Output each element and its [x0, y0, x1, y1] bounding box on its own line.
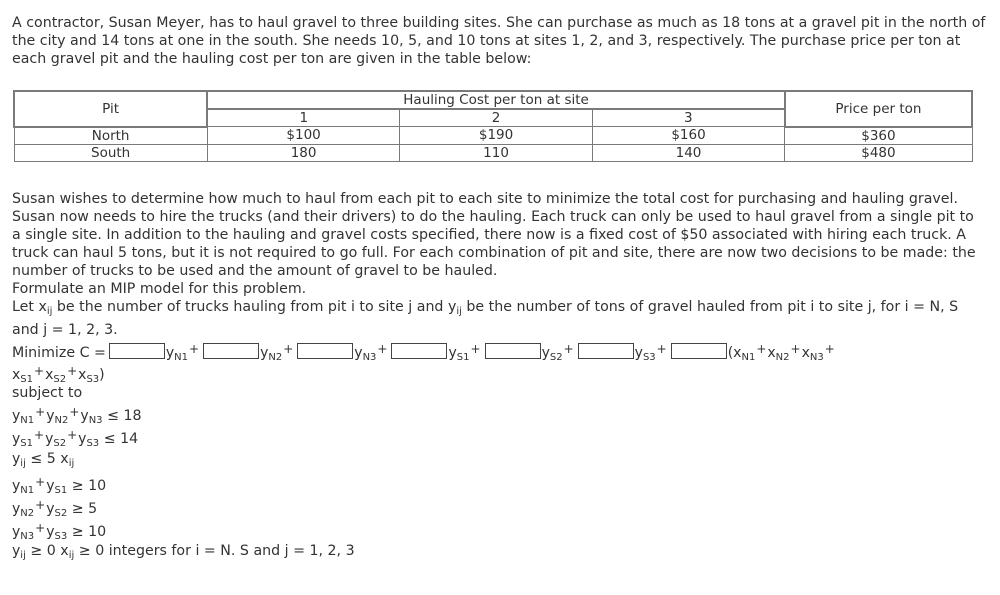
- problem-line: a single site. In addition to the hauling and gravel costs specified, there now is a fixed cost of $50 associated with hiring each truck. A: [12, 227, 967, 243]
- site-header: 3: [592, 109, 785, 127]
- price-cell: $360: [785, 127, 972, 145]
- site-header: 2: [400, 109, 592, 127]
- table-row: [14, 144, 972, 161]
- intro-line: each gravel pit and the hauling cost per ton are given in the table below:: [12, 51, 532, 67]
- coef-input-yN1[interactable]: [109, 343, 165, 359]
- coef-input-yN2[interactable]: [203, 343, 259, 359]
- constraint-site3-demand: $y_{N3}^+y_{S3} \ge 10$: [12, 521, 107, 542]
- constraint-site2-demand: $y_{N2}^+y_{S2} \ge 5$: [12, 498, 98, 519]
- intro-line: A contractor, Susan Meyer, has to haul gravel to three building sites. She can purchase as much as 18 tons at a gravel pit in the north of: [12, 15, 986, 31]
- problem-line: Formulate an MIP model for this problem.: [12, 281, 307, 297]
- constraint-nonnegativity: $y_{ij} \ge 0$ $x_{ij} \ge 0$ integers for i = N. S and j = 1, 2, 3: [12, 543, 355, 561]
- intro-paragraph: [12, 14, 986, 68]
- constraint-site1-demand: $y_{N1}^+y_{S1} \ge 10$: [12, 475, 107, 496]
- problem-line: number of trucks to be used and the amount of gravel to be hauled.: [12, 263, 498, 279]
- price-header: Price per ton: [785, 91, 972, 127]
- pit-cell: North: [14, 127, 207, 145]
- constraint-north-supply: $y_{N1}^+y_{N2}^+y_{N3} \le 18$: [12, 405, 142, 426]
- constraint-truck-capacity: $y_{ij} \le 5$ $x_{ij}$: [12, 451, 75, 469]
- cost-cell: $190: [400, 127, 592, 145]
- problem-line: truck can haul 5 tons, but it is not required to go full. For each combination of pit and site, there are now two decisions to be made: the: [12, 245, 976, 261]
- problem-line: Susan wishes to determine how much to haul from each pit to each site to minimize the total cost for purchasing and hauling gravel.: [12, 191, 958, 207]
- cost-cell: 180: [207, 144, 400, 161]
- pit-cell: South: [14, 144, 207, 161]
- hauling-header: Hauling Cost per ton at site: [207, 91, 785, 109]
- coef-input-yS3[interactable]: [578, 343, 634, 359]
- cost-cell: 110: [400, 144, 592, 161]
- cost-cell: 140: [592, 144, 785, 161]
- pit-header: Pit: [14, 91, 207, 127]
- definition-line-2: and j = 1, 2, 3.: [12, 322, 118, 338]
- coef-input-yS2[interactable]: [485, 343, 541, 359]
- site-header: 1: [207, 109, 400, 127]
- intro-line: the city and 14 tons at one in the south. She needs 10, 5, and 10 tons at sites 1, 2, and 3, respectively. The purchase price per ton at: [12, 33, 961, 49]
- subject-to-label: subject to: [12, 385, 83, 401]
- problem-paragraph: [12, 190, 976, 339]
- coef-input-yS1[interactable]: [391, 343, 447, 359]
- cost-cell: $100: [207, 127, 400, 145]
- minimize-label: Minimize C =: [12, 345, 106, 361]
- objective-line-2: $x_{S1}^+x_{S2}^+x_{S3}$): [12, 364, 105, 385]
- constraint-south-supply: $y_{S1}^+y_{S2}^+y_{S3} \le 14$: [12, 428, 139, 449]
- table-row: [14, 127, 972, 145]
- coef-input-yN3[interactable]: [297, 343, 353, 359]
- objective-line: Minimize $C = y_{N1}^+$ $y_{N2}^+$ $y_{N3}^+$ $y_{S1}^+$ $y_{S2}^+$ $y_{S3}^+$ ($x_{N1}^+x_{N2}^+x_{N3}^+$: [12, 342, 835, 363]
- definition-line: Let $x_{ij}$ be the number of trucks hauling from pit i to site j and $y_{ij}$ be the number of tons of gravel hauled from pit i to site j, for i = N, S: [12, 299, 959, 317]
- cost-table: [13, 90, 973, 162]
- problem-line: Susan now needs to hire the trucks (and their drivers) to do the hauling. Each truck can only be used to haul gravel from a single pit to: [12, 209, 974, 225]
- coef-input-x[interactable]: [671, 343, 727, 359]
- cost-cell: $160: [592, 127, 785, 145]
- price-cell: $480: [785, 144, 972, 161]
